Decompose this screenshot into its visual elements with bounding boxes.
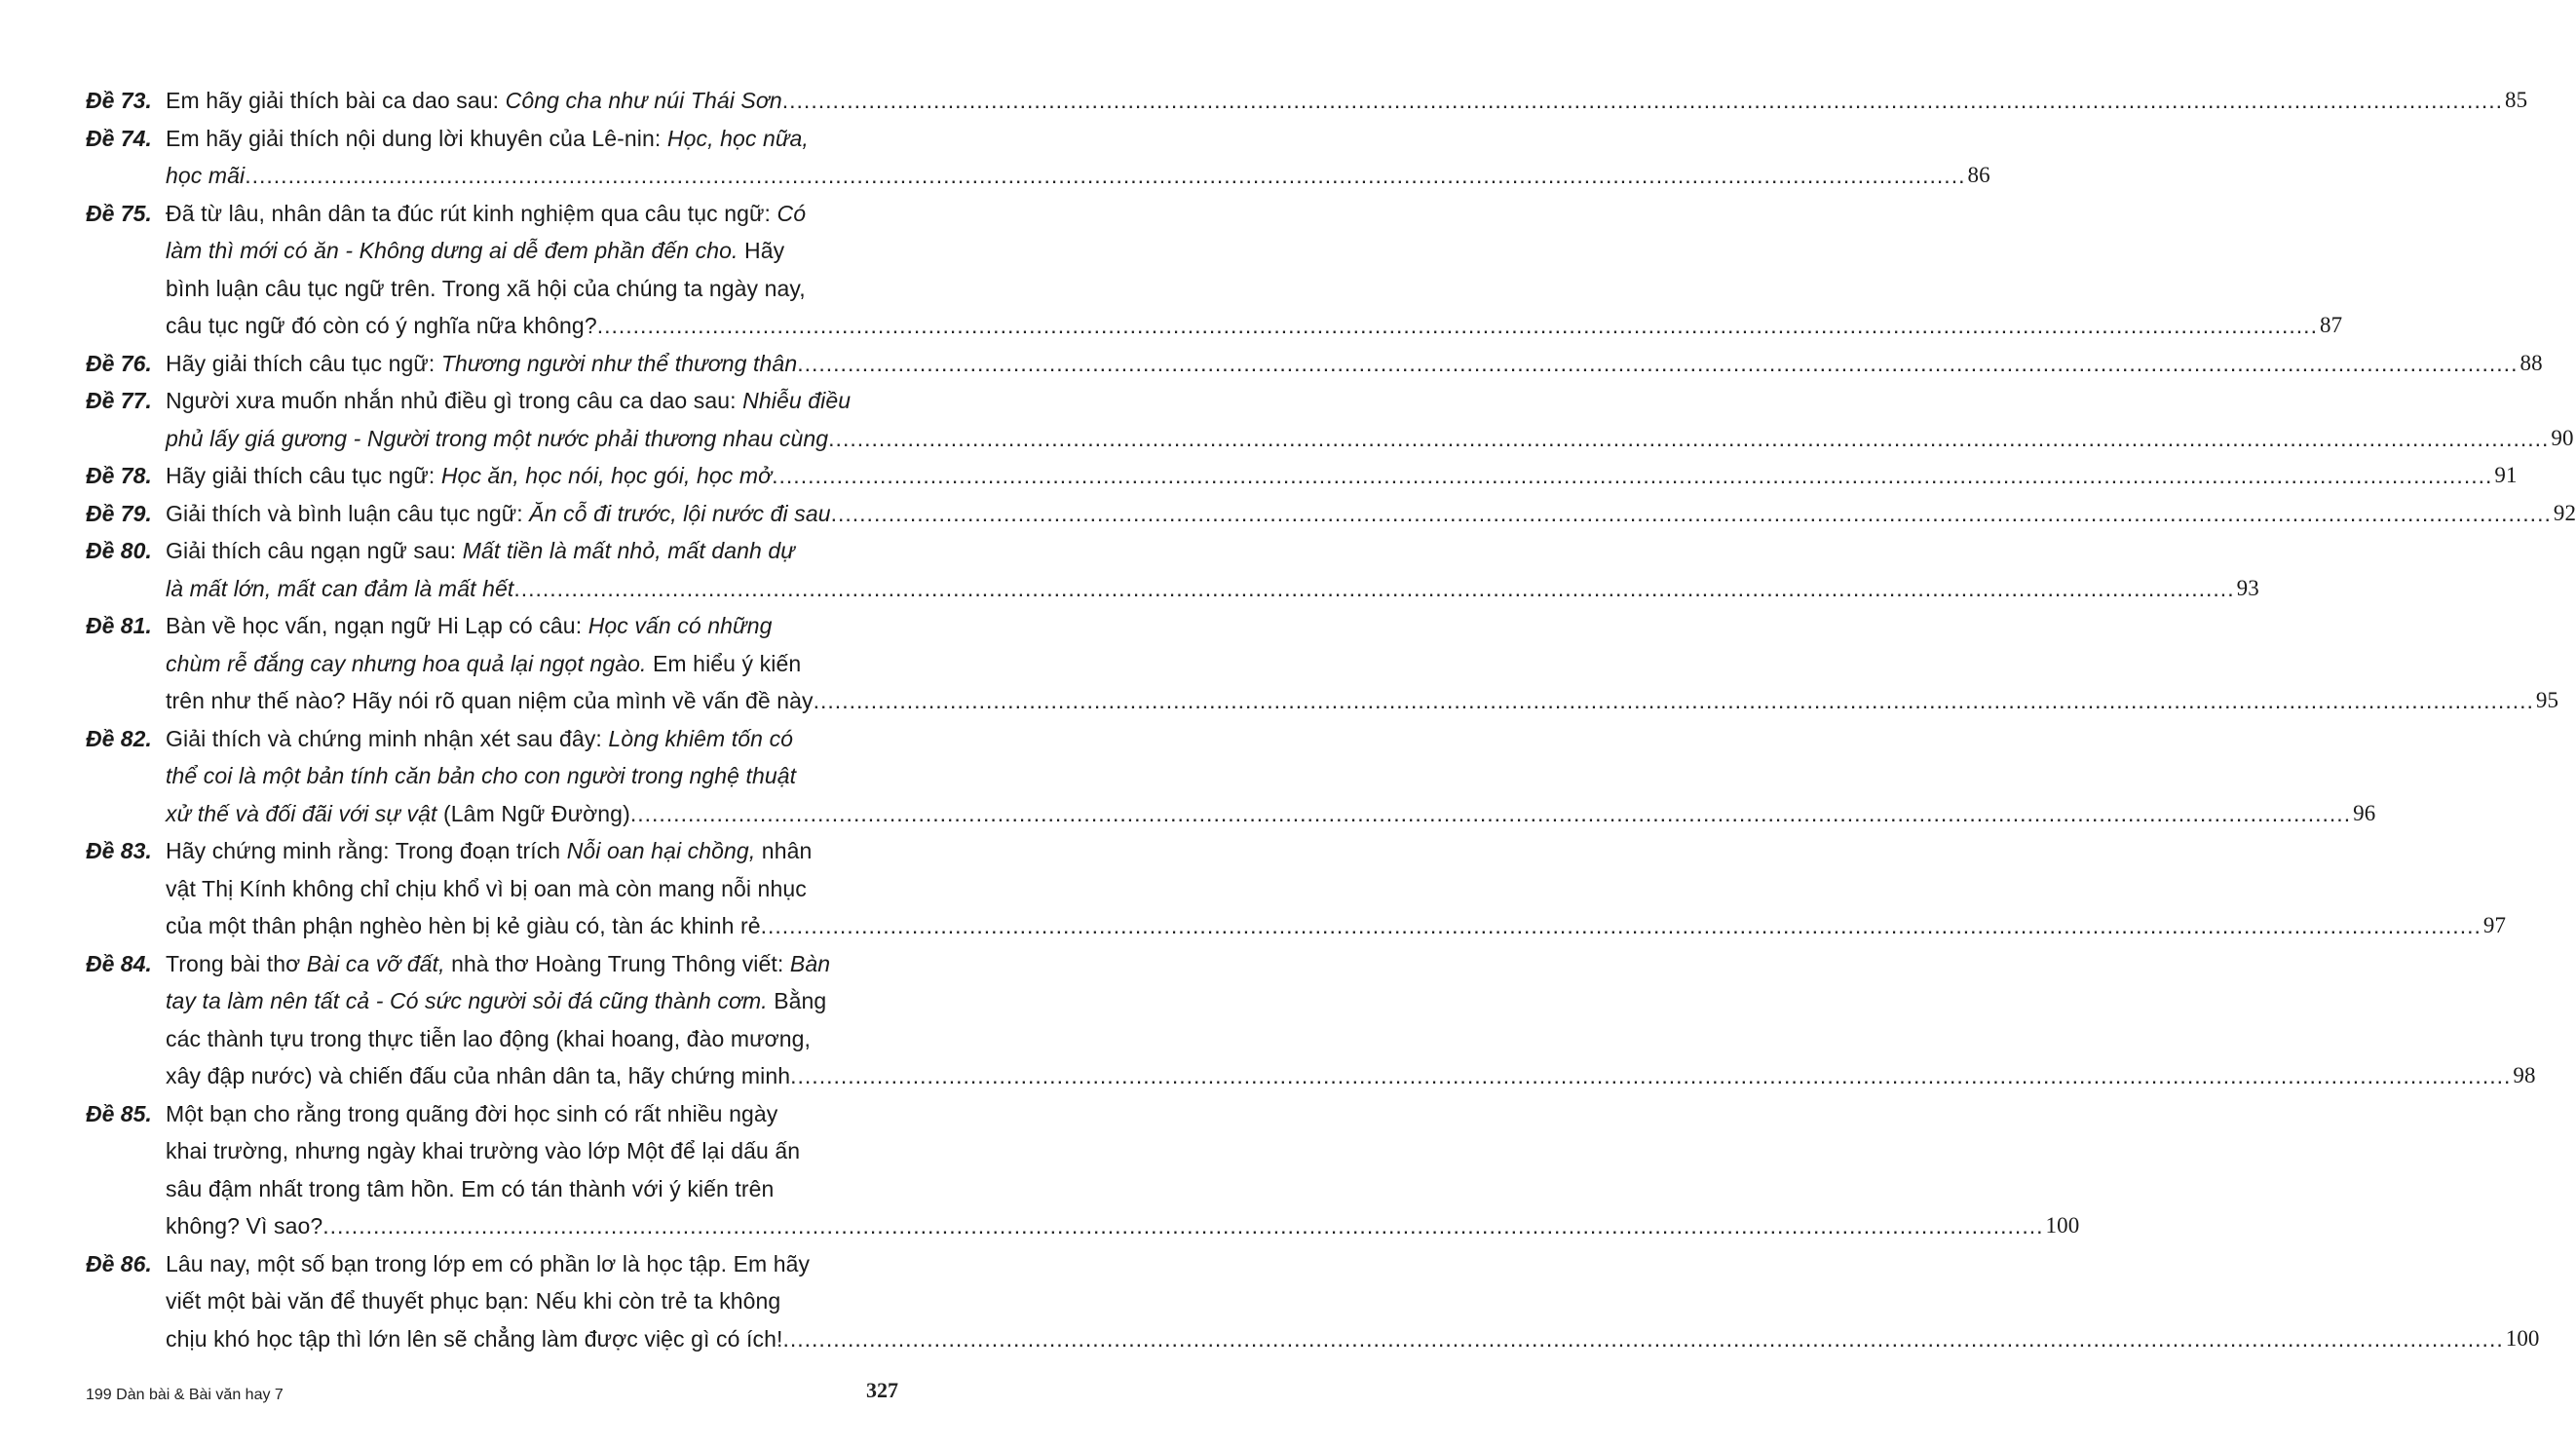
toc-entry — [86, 120, 1990, 195]
entry-text — [166, 945, 2536, 1095]
dot-leader — [814, 682, 2534, 720]
italic-quote: Bài ca vỡ đất, — [306, 950, 445, 976]
dot-leader — [831, 495, 2552, 533]
entry-line — [166, 532, 2259, 570]
entry-line — [166, 157, 1990, 195]
dot-leader — [797, 345, 2518, 383]
entry-line — [166, 1057, 2536, 1095]
entry-line — [166, 682, 2558, 720]
entry-line — [166, 720, 2375, 758]
entry-page-number: 98 — [2513, 1063, 2536, 1087]
text-run: Giải thích và chứng minh nhận xét sau đây: — [166, 725, 609, 751]
entry-line — [166, 1095, 2079, 1133]
text-run: (Lâm Ngữ Đường) — [436, 800, 630, 826]
text-run: Trong bài thơ — [166, 950, 307, 976]
text-run: Lâu nay, một số bạn trong lớp em có phần lơ là học tập. Em hãy — [166, 1250, 811, 1277]
entry-label: Đề 75. — [86, 200, 152, 226]
entry-line — [166, 870, 2506, 908]
text-run: câu tục ngữ đó còn có ý nghĩa nữa không? — [166, 313, 597, 338]
text-run: sâu đậm nhất trong tâm hồn. Em có tán thành với ý kiến trên — [166, 1175, 775, 1201]
entry-page-number: 100 — [2045, 1213, 2080, 1238]
dot-leader — [630, 795, 2351, 833]
text-run: vật Thị Kính không chỉ chịu khổ vì bị oan mà còn mang nỗi nhục — [166, 875, 807, 901]
entry-line — [166, 907, 2506, 945]
toc-entry — [86, 945, 2536, 1095]
entry-text — [166, 195, 2342, 345]
dot-leader — [245, 157, 1965, 195]
entry-label: Đề 83. — [86, 838, 152, 863]
entry-line — [166, 795, 2375, 833]
entry-page-number: 96 — [2353, 800, 2376, 825]
italic-quote: học mãi — [166, 163, 246, 188]
entry-line — [166, 382, 2574, 420]
text-run: khai trường, nhưng ngày khai trường vào lớp Một để lại dấu ấn — [166, 1138, 801, 1163]
text-run: viết một bài văn để thuyết phục bạn: Nếu khi còn trẻ ta không — [166, 1288, 781, 1314]
italic-quote: xử thế và đối đãi với sự vật — [166, 800, 437, 826]
entry-label: Đề 82. — [86, 725, 152, 751]
italic-quote: Nhiễu điều — [742, 388, 852, 413]
entry-line — [166, 195, 2342, 233]
entry-text — [166, 457, 2518, 495]
entry-line — [166, 232, 2342, 270]
text-run: Hãy giải thích câu tục ngữ: — [166, 350, 441, 376]
text-run: Đã từ lâu, nhân dân ta đúc rút kinh nghiệm qua câu tục ngữ: — [166, 200, 777, 226]
text-run: các thành tựu trong thực tiễn lao động (khai hoang, đào mương, — [166, 1025, 812, 1051]
italic-quote: Lòng khiêm tốn có — [608, 725, 794, 751]
italic-quote: Học ăn, học nói, học gói, học mở — [440, 463, 773, 488]
dot-leader — [322, 1207, 2043, 1245]
entry-text — [166, 82, 2527, 120]
entry-line — [166, 832, 2506, 870]
entry-line — [166, 982, 2536, 1020]
table-of-contents — [86, 82, 2576, 1357]
toc-entry — [86, 195, 2343, 345]
entry-label: Đề 78. — [86, 463, 152, 488]
entry-page-number: 86 — [1967, 163, 1990, 187]
text-run: Em hiểu ý kiến — [646, 650, 802, 676]
entry-line — [166, 420, 2574, 458]
entry-line — [166, 1320, 2540, 1358]
text-run: không? Vì sao? — [166, 1213, 323, 1238]
entry-line — [166, 757, 2375, 795]
toc-entry — [86, 832, 2507, 945]
dot-leader — [782, 82, 2503, 120]
toc-entry — [86, 720, 2376, 833]
book-title-footer: 199 Dàn bài & Bài văn hay 7 — [86, 1387, 284, 1403]
entry-line — [166, 1207, 2079, 1245]
entry-line — [166, 495, 2576, 533]
entry-label: Đề 81. — [86, 613, 152, 638]
italic-quote: Nỗi oan hại chồng, — [566, 838, 756, 863]
text-run: Hãy giải thích câu tục ngữ: — [166, 463, 441, 488]
entry-label: Đề 79. — [86, 500, 152, 526]
entry-page-number: 95 — [2535, 688, 2559, 712]
entry-text — [166, 495, 2576, 533]
toc-entry — [86, 607, 2559, 720]
entry-text — [166, 607, 2558, 720]
italic-quote: là mất lớn, mất can đảm là mất hết — [166, 575, 514, 601]
italic-quote: Học vấn có những — [587, 613, 773, 638]
italic-quote: phủ lấy giá gương - Người trong một nước phải thương nhau cùng — [166, 425, 829, 451]
italic-quote: Công cha như núi Thái Sơn — [505, 88, 782, 113]
italic-quote: Có — [777, 200, 807, 226]
text-run: Em hãy giải thích nội dung lời khuyên của Lê-nin: — [166, 125, 667, 151]
text-run: Người xưa muốn nhắn nhủ điều gì trong câu ca dao sau: — [166, 388, 743, 413]
italic-quote: Bàn — [789, 950, 831, 976]
dot-leader — [513, 570, 2234, 608]
dot-leader — [828, 420, 2549, 458]
text-run: Em hãy giải thích bài ca dao sau: — [166, 88, 506, 113]
text-run: Giải thích và bình luận câu tục ngữ: — [166, 500, 530, 526]
text-run: nhà thơ Hoàng Trung Thông viết: — [444, 950, 790, 976]
text-run: bình luận câu tục ngữ trên. Trong xã hội của chúng ta ngày nay, — [166, 275, 806, 301]
italic-quote: tay ta làm nên tất cả - Có sức người sỏi đá cũng thành cơm. — [166, 988, 768, 1013]
entry-line — [166, 1282, 2540, 1320]
text-run: chịu khó học tập thì lớn lên sẽ chẳng làm được việc gì có ích! — [166, 1325, 783, 1352]
italic-quote: thể coi là một bản tính căn bản cho con người trong nghệ thuật — [166, 763, 797, 788]
entry-page-number: 85 — [2505, 88, 2528, 112]
entry-line — [166, 945, 2536, 983]
page-number: 327 — [866, 1378, 898, 1402]
entry-text — [166, 120, 1990, 195]
entry-text — [166, 1095, 2079, 1245]
entry-label: Đề 86. — [86, 1250, 152, 1277]
entry-page-number: 87 — [2319, 313, 2343, 337]
entry-page-number: 93 — [2236, 575, 2259, 600]
entry-text — [166, 532, 2259, 607]
dot-leader — [597, 307, 2318, 345]
text-run: xây đập nước) và chiến đấu của nhân dân ta, hãy chứng minh — [166, 1063, 791, 1088]
entry-line — [166, 1170, 2079, 1208]
entry-page-number: 100 — [2505, 1325, 2540, 1351]
italic-quote: làm thì mới có ăn - Không dưng ai dễ đem phần đến cho. — [166, 238, 739, 263]
italic-quote: Học, học nữa, — [666, 125, 809, 151]
entry-label: Đề 77. — [86, 388, 152, 413]
dot-leader — [761, 907, 2481, 945]
entry-line — [166, 120, 1990, 158]
entry-line — [166, 457, 2518, 495]
entry-line — [166, 1132, 2079, 1170]
toc-entry — [86, 532, 2259, 607]
text-run: nhân — [755, 838, 813, 863]
toc-entry — [86, 382, 2574, 457]
entry-text — [166, 1245, 2540, 1358]
entry-line — [166, 607, 2558, 645]
text-run: Bằng — [767, 988, 827, 1013]
entry-line — [166, 570, 2259, 608]
text-run: Giải thích câu ngạn ngữ sau: — [166, 538, 463, 563]
text-run: Hãy — [738, 238, 785, 263]
toc-entry — [86, 1095, 2080, 1245]
entry-line — [166, 1245, 2540, 1283]
text-run: Bàn về học vấn, ngạn ngữ Hi Lạp có câu: — [166, 613, 588, 638]
italic-quote: Thương người như thể thương thân — [440, 350, 798, 376]
entry-text — [166, 382, 2574, 457]
dot-leader — [782, 1320, 2503, 1358]
entry-text — [166, 832, 2506, 945]
toc-entry — [86, 495, 2576, 533]
entry-label: Đề 85. — [86, 1100, 152, 1126]
entry-line — [166, 645, 2558, 683]
entry-page-number: 91 — [2494, 463, 2518, 487]
entry-line — [166, 307, 2342, 345]
toc-entry — [86, 345, 2543, 383]
toc-entry — [86, 457, 2518, 495]
entry-page-number: 90 — [2551, 425, 2574, 450]
entry-label: Đề 84. — [86, 950, 152, 976]
toc-entry — [86, 1245, 2540, 1358]
italic-quote: Mất tiền là mất nhỏ, mất danh dự — [462, 538, 795, 563]
text-run: Một bạn cho rằng trong quãng đời học sinh có rất nhiều ngày — [166, 1100, 778, 1126]
entry-label: Đề 80. — [86, 538, 152, 563]
italic-quote: Ăn cỗ đi trước, lội nước đi sau — [529, 500, 831, 526]
text-run: của một thân phận nghèo hèn bị kẻ giàu có, tàn ác khinh rẻ — [166, 913, 761, 938]
dot-leader — [772, 457, 2492, 495]
entry-page-number: 97 — [2482, 913, 2507, 937]
entry-label: Đề 76. — [86, 350, 152, 376]
text-run: Hãy chứng minh rằng: Trong đoạn trích — [166, 838, 567, 863]
entry-page-number: 88 — [2519, 350, 2543, 375]
entry-page-number: 92 — [2553, 500, 2576, 525]
entry-label: Đề 73. — [86, 88, 152, 113]
italic-quote: chùm rễ đắng cay nhưng hoa quả lại ngọt ngào. — [166, 650, 647, 676]
entry-line — [166, 1020, 2536, 1058]
entry-label: Đề 74. — [86, 125, 152, 151]
entry-text — [166, 720, 2375, 833]
entry-line — [166, 345, 2543, 383]
entry-text — [166, 345, 2543, 383]
toc-entry — [86, 82, 2528, 120]
dot-leader — [790, 1057, 2511, 1095]
text-run: trên như thế nào? Hãy nói rõ quan niệm của mình về vấn đề này — [166, 688, 814, 713]
entry-line — [166, 82, 2527, 120]
entry-line — [166, 270, 2342, 308]
